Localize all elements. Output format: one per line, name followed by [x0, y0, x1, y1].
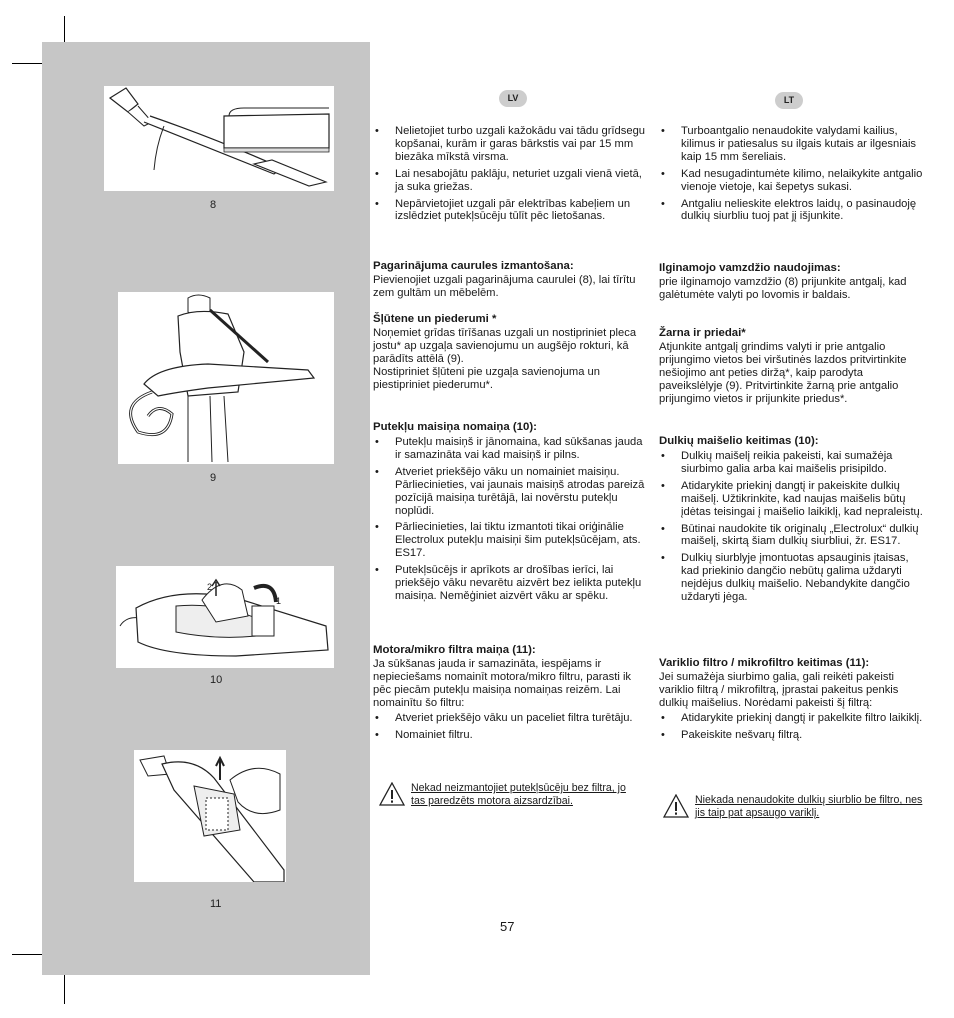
lv-hose-text-2: Nostipriniet šļūteni pie uzgaļa savienojuma un piestipriniet piederumu*. [373, 365, 600, 391]
list-item: • Putekļsūcējs ir aprīkots ar drošības ierīci, lai priekšējo vāku nevarētu aizvērt bez ielikta putekļu maisiņa. Neměģiniet aizvērt vāku ar spēku. [373, 564, 648, 603]
list-item: • Atveriet priekšējo vāku un nomainiet maisiņu. Pārliecinieties, vai jaunais maisiņš atrodas pareizā pozīcijā maisiņa turētājā, lai novērstu putekļu noplūdi. [373, 466, 648, 518]
list-item: • Lai nesabojātu paklāju, neturiet uzgali vienā vietā, ja suka griežas. [373, 168, 648, 194]
warning-icon [379, 782, 405, 806]
lv-warning-text: Nekad neizmantojiet putekļsūcēju bez filtra, jo tas paredzēts motora aizsardzībai. [411, 782, 626, 807]
figure-10-number: 10 [210, 674, 223, 686]
page-number: 57 [500, 919, 515, 934]
list-item: • Atveriet priekšējo vāku un paceliet filtra turētāju. [373, 712, 648, 725]
lv-hose-text-1: Noņemiet grīdas tīrīšanas uzgali un nostipriniet pleca jostu* ap uzgaļa savienojumu un augšējo rokturi, kā parādīts attēlā (9). [373, 327, 637, 365]
lv-intro-list [373, 125, 648, 227]
figure-8-number: 8 [210, 199, 217, 211]
lv-language-badge: LV [499, 90, 527, 107]
list-item: • Putekļu maisiņš ir jānomaina, kad sūkšanas jauda ir samazināta vai kad maisiņš ir pilns. [373, 436, 648, 462]
lv-extension-section [373, 260, 648, 300]
list-item: • Antgaliu nelieskite elektros laidų, o pasinaudoję dulkių siurbliu tuoj pat jį išjunkite. [659, 198, 925, 224]
figure-11-number: 11 [210, 898, 222, 910]
figure-8-illustration [104, 86, 334, 191]
lt-warning [663, 794, 925, 819]
list-item: • Nelietojiet turbo uzgali kažokādu vai tādu grīdsegu kopšanai, kurām ir garas bārkstis vai par 15 mm biezāka mīkstā virsma. [373, 125, 648, 164]
lv-bag-heading: Putekļu maisiņa nomaiņa (10): [373, 421, 537, 433]
lt-hose-text: Atjunkite antgalį grindims valyti ir prie antgalio prijungimo vietos bei viršutinės lazdos pritvirtinkite nešiojimo ant peties diržą*, kaip parodyta paveikslėlyje (9). Pritvirtinkite žarną prie antgalio prijungimo vietos ir prijunkite priedus*. [659, 341, 907, 405]
lt-intro-list [659, 125, 925, 227]
figure-10-callout-1: 1 [276, 596, 282, 606]
lv-bag-list [373, 436, 648, 603]
lt-hose-heading: Žarna ir priedai* [659, 327, 746, 339]
figure-9-illustration [118, 292, 334, 464]
lt-hose-section [659, 327, 925, 406]
lt-bag-section [659, 435, 925, 608]
list-item: • Kad nesugadintumėte kilimo, nelaikykite antgalio vienoje vietoje, kai šepetys sukasi. [659, 168, 925, 194]
lv-hose-heading: Šļūtene un piederumi * [373, 313, 497, 325]
list-item: • Pārliecinieties, lai tiktu izmantoti tikai oriģinālie Electrolux putekļu maisiņi šim putekļsūcējam, ats. ES17. [373, 521, 648, 560]
lt-warning-text: Niekada nenaudokite dulkių siurblio be filtro, nes jis taip pat apsaugo variklį. [695, 794, 923, 819]
list-item: • Nomainiet filtru. [373, 729, 648, 742]
list-item: • Dulkių maišelį reikia pakeisti, kai sumažėja siurbimo galia arba kai maišelis prisipildo. [659, 450, 925, 476]
lv-extension-heading: Pagarinājuma caurules izmantošana: [373, 260, 574, 272]
lt-filter-section [659, 657, 925, 746]
figure-10-callout-2: 2 [207, 582, 213, 592]
lv-hose-section [373, 313, 648, 392]
lt-filter-heading: Variklio filtro / mikrofiltro keitimas (11): [659, 657, 870, 669]
lv-filter-list [373, 712, 648, 742]
figure-11-illustration [134, 750, 286, 882]
lv-filter-section [373, 644, 648, 745]
list-item: • Atidarykite priekinį dangtį ir pakeiskite dulkių maišelį. Užtikrinkite, kad naujas maišelis būtų įdėtas teisingai į maišelio laikiklį, kad nepraleistų. [659, 480, 925, 519]
lt-extension-section [659, 262, 925, 302]
list-item: • Dulkių siurblyje įmontuotas apsauginis įtaisas, kad priekinio dangčio nebūtų galima uždaryti neįdėjus dulkių maišelio. Nebandykite dangčio uždaryti jėga. [659, 552, 925, 604]
lv-filter-heading: Motora/mikro filtra maiņa (11): [373, 644, 536, 656]
lt-extension-text: prie ilginamojo vamzdžio (8) prijunkite antgalį, kad galėtumėte valyti po lovomis ir baldais. [659, 276, 907, 301]
list-item: • Būtinai naudokite tik originalų „Electrolux“ dulkių maišelį, skirtą šiam dulkių siurbliui, žr. ES17. [659, 523, 925, 549]
warning-icon [663, 794, 689, 818]
lv-warning [379, 782, 637, 807]
list-item: • Nepārvietojiet uzgali pār elektrības kabeļiem un izslēdziet putekļsūcēju tūlīt pēc lietošanas. [373, 198, 648, 224]
figure-9-number: 9 [210, 472, 217, 484]
list-item: • Atidarykite priekinį dangtį ir pakelkite filtro laikiklį. [659, 712, 925, 725]
lt-bag-list [659, 450, 925, 604]
lt-language-badge: LT [775, 92, 803, 109]
lt-filter-text: Jei sumažėja siurbimo galia, gali reikėti pakeisti variklio filtrą / mikrofiltrą, įprastai pakeitus penkis dulkių maišelius. Norėdami pakeisti šį filtrą: [659, 671, 899, 709]
lt-bag-heading: Dulkių maišelio keitimas (10): [659, 435, 819, 447]
figure-10-illustration [116, 566, 334, 668]
lt-extension-heading: Ilginamojo vamzdžio naudojimas: [659, 262, 841, 274]
list-item: • Turboantgalio nenaudokite valydami kailius, kilimus ir patiesalus su ilgais kutais ar ilgesniais kaip 15 mm šereliais. [659, 125, 925, 164]
lv-filter-text: Ja sūkšanas jauda ir samazināta, iespējams ir nepieciešams nomainīt motora/mikro filtru, parasti ik pēc piecām putekļu maisiņa nomaiņas reizēm. Lai nomainītu šo filtru: [373, 658, 632, 709]
lv-extension-text: Pievienojiet uzgali pagarinājuma caurulei (8), lai tīrītu zem gultām un mēbelēm. [373, 274, 636, 299]
list-item: • Pakeiskite nešvarų filtrą. [659, 729, 925, 742]
lt-filter-list [659, 712, 925, 742]
lv-bag-section [373, 421, 648, 607]
